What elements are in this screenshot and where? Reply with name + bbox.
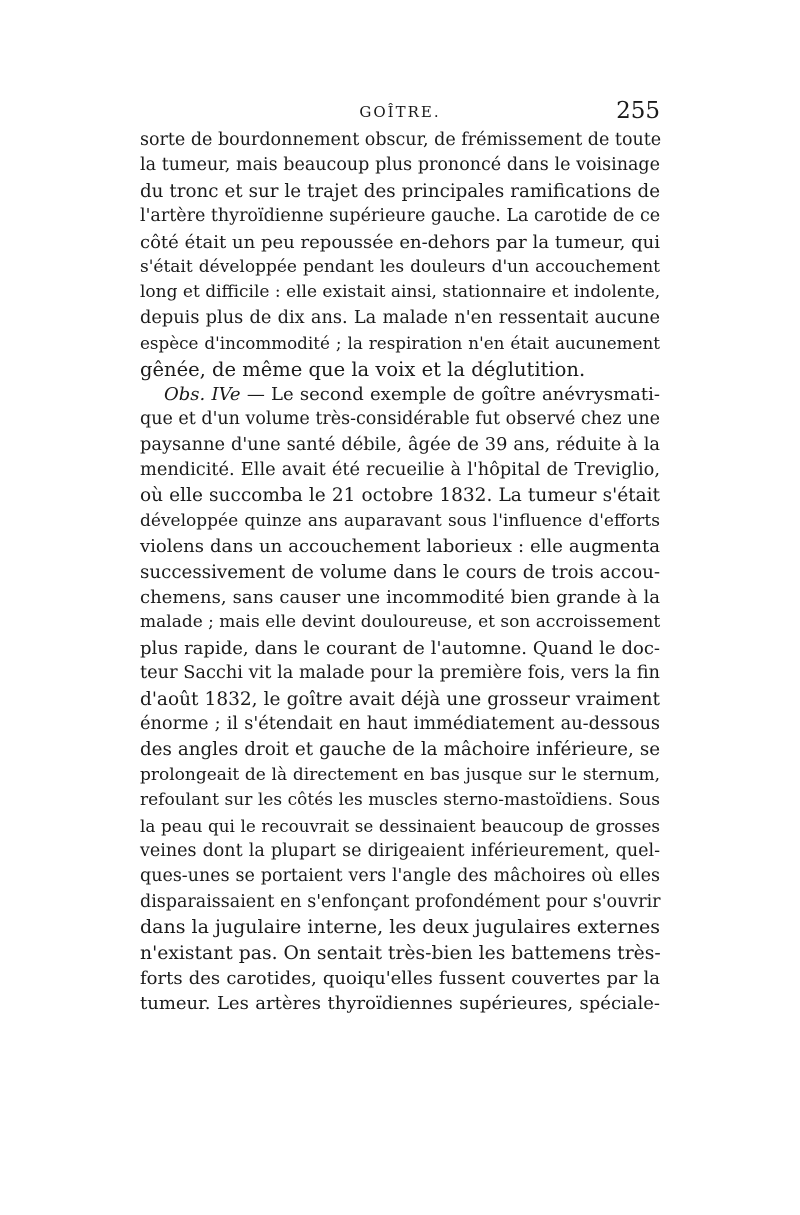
- text-line: long et difficile : elle existait ainsi, stationnaire et indolente,: [140, 282, 661, 303]
- text-line: ques-unes se portaient vers l'angle des mâchoires où elles: [140, 866, 660, 887]
- text-line: violens dans un accouchement laborieux : elle augmenta: [140, 536, 660, 558]
- text-line: dans la jugulaire interne, les deux jugulaires externes: [140, 916, 660, 939]
- text-line: refoulant sur les côtés les muscles sterno-mastoïdiens. Sous: [140, 790, 660, 811]
- text-line: veines dont la plupart se dirigeaient inférieurement, quel-: [140, 840, 660, 861]
- text-line: où elle succomba le 21 octobre 1832. La tumeur s'était: [140, 485, 660, 507]
- text-line: sorte de bourdonnement obscur, de frémissement de toute: [140, 130, 662, 150]
- text-line: teur Sacchi vit la malade pour la première fois, vers la fin: [140, 663, 660, 684]
- body-text: [140, 128, 660, 1017]
- observation-label: Obs. IVe: [164, 383, 241, 405]
- text-line: forts des carotides, quoiqu'elles fussent couvertes par la: [140, 967, 660, 989]
- text-line: des angles droit et gauche de la mâchoire inférieure, se: [140, 739, 660, 761]
- text-line: l'artère thyroïdienne supérieure gauche. La carotide de ce: [140, 206, 661, 227]
- text-line: disparaissaient en s'enfonçant profondément pour s'ouvrir: [140, 891, 661, 912]
- text-line: du tronc et sur le trajet des principales ramifications de: [140, 180, 660, 202]
- observation-line: [140, 382, 660, 407]
- running-title: GOÎTRE.: [359, 103, 441, 121]
- text-line: gênée, de même que la voix et la déglutition.: [140, 357, 586, 381]
- text-line: côté était un peu repoussée en-dehors par la tumeur, qui: [140, 231, 660, 253]
- text-line: plus rapide, dans le courant de l'automne. Quand le doc-: [140, 637, 660, 659]
- text-line: espèce d'incommodité ; la respiration n'en était aucunement: [140, 333, 660, 354]
- page-number: 255: [616, 98, 660, 124]
- text-line: mendicité. Elle avait été recueilie à l'hôpital de Treviglio,: [140, 460, 660, 481]
- text-line: tumeur. Les artères thyroïdiennes supérieures, spéciale-: [140, 993, 660, 1015]
- text-line: successivement de volume dans le cours de trois accou-: [140, 561, 660, 583]
- observation-text: — Le second exemple de goître anévrysmati-: [246, 383, 660, 405]
- text-line: la peau qui le recouvrait se dessinaient beaucoup de grosses: [140, 815, 660, 836]
- text-line: depuis plus de dix ans. La malade n'en ressentait aucune: [140, 307, 660, 328]
- text-line: malade ; mais elle devint douloureuse, et son accroissement: [140, 612, 661, 633]
- text-line: paysanne d'une santé débile, âgée de 39 ans, réduite à la: [140, 434, 660, 455]
- text-line: développée quinze ans auparavant sous l'influence d'efforts: [140, 510, 660, 531]
- page-header: [140, 98, 660, 128]
- text-line: d'août 1832, le goître avait déjà une grosseur vraiment: [140, 688, 660, 710]
- text-line: la tumeur, mais beaucoup plus prononcé dans le voisinage: [140, 155, 660, 176]
- text-line: n'existant pas. On sentait très-bien les battemens très-: [140, 942, 661, 964]
- text-line: s'était développée pendant les douleurs d'un accouchement: [140, 256, 660, 277]
- text-line: énorme ; il s'étendait en haut immédiatement au-dessous: [140, 713, 660, 734]
- text-line: prolongeait de là directement en bas jusque sur le sternum,: [140, 764, 660, 785]
- text-line: que et d'un volume très-considérable fut observé chez une: [140, 409, 660, 430]
- text-line: chemens, sans causer une incommodité bien grande à la: [140, 587, 660, 609]
